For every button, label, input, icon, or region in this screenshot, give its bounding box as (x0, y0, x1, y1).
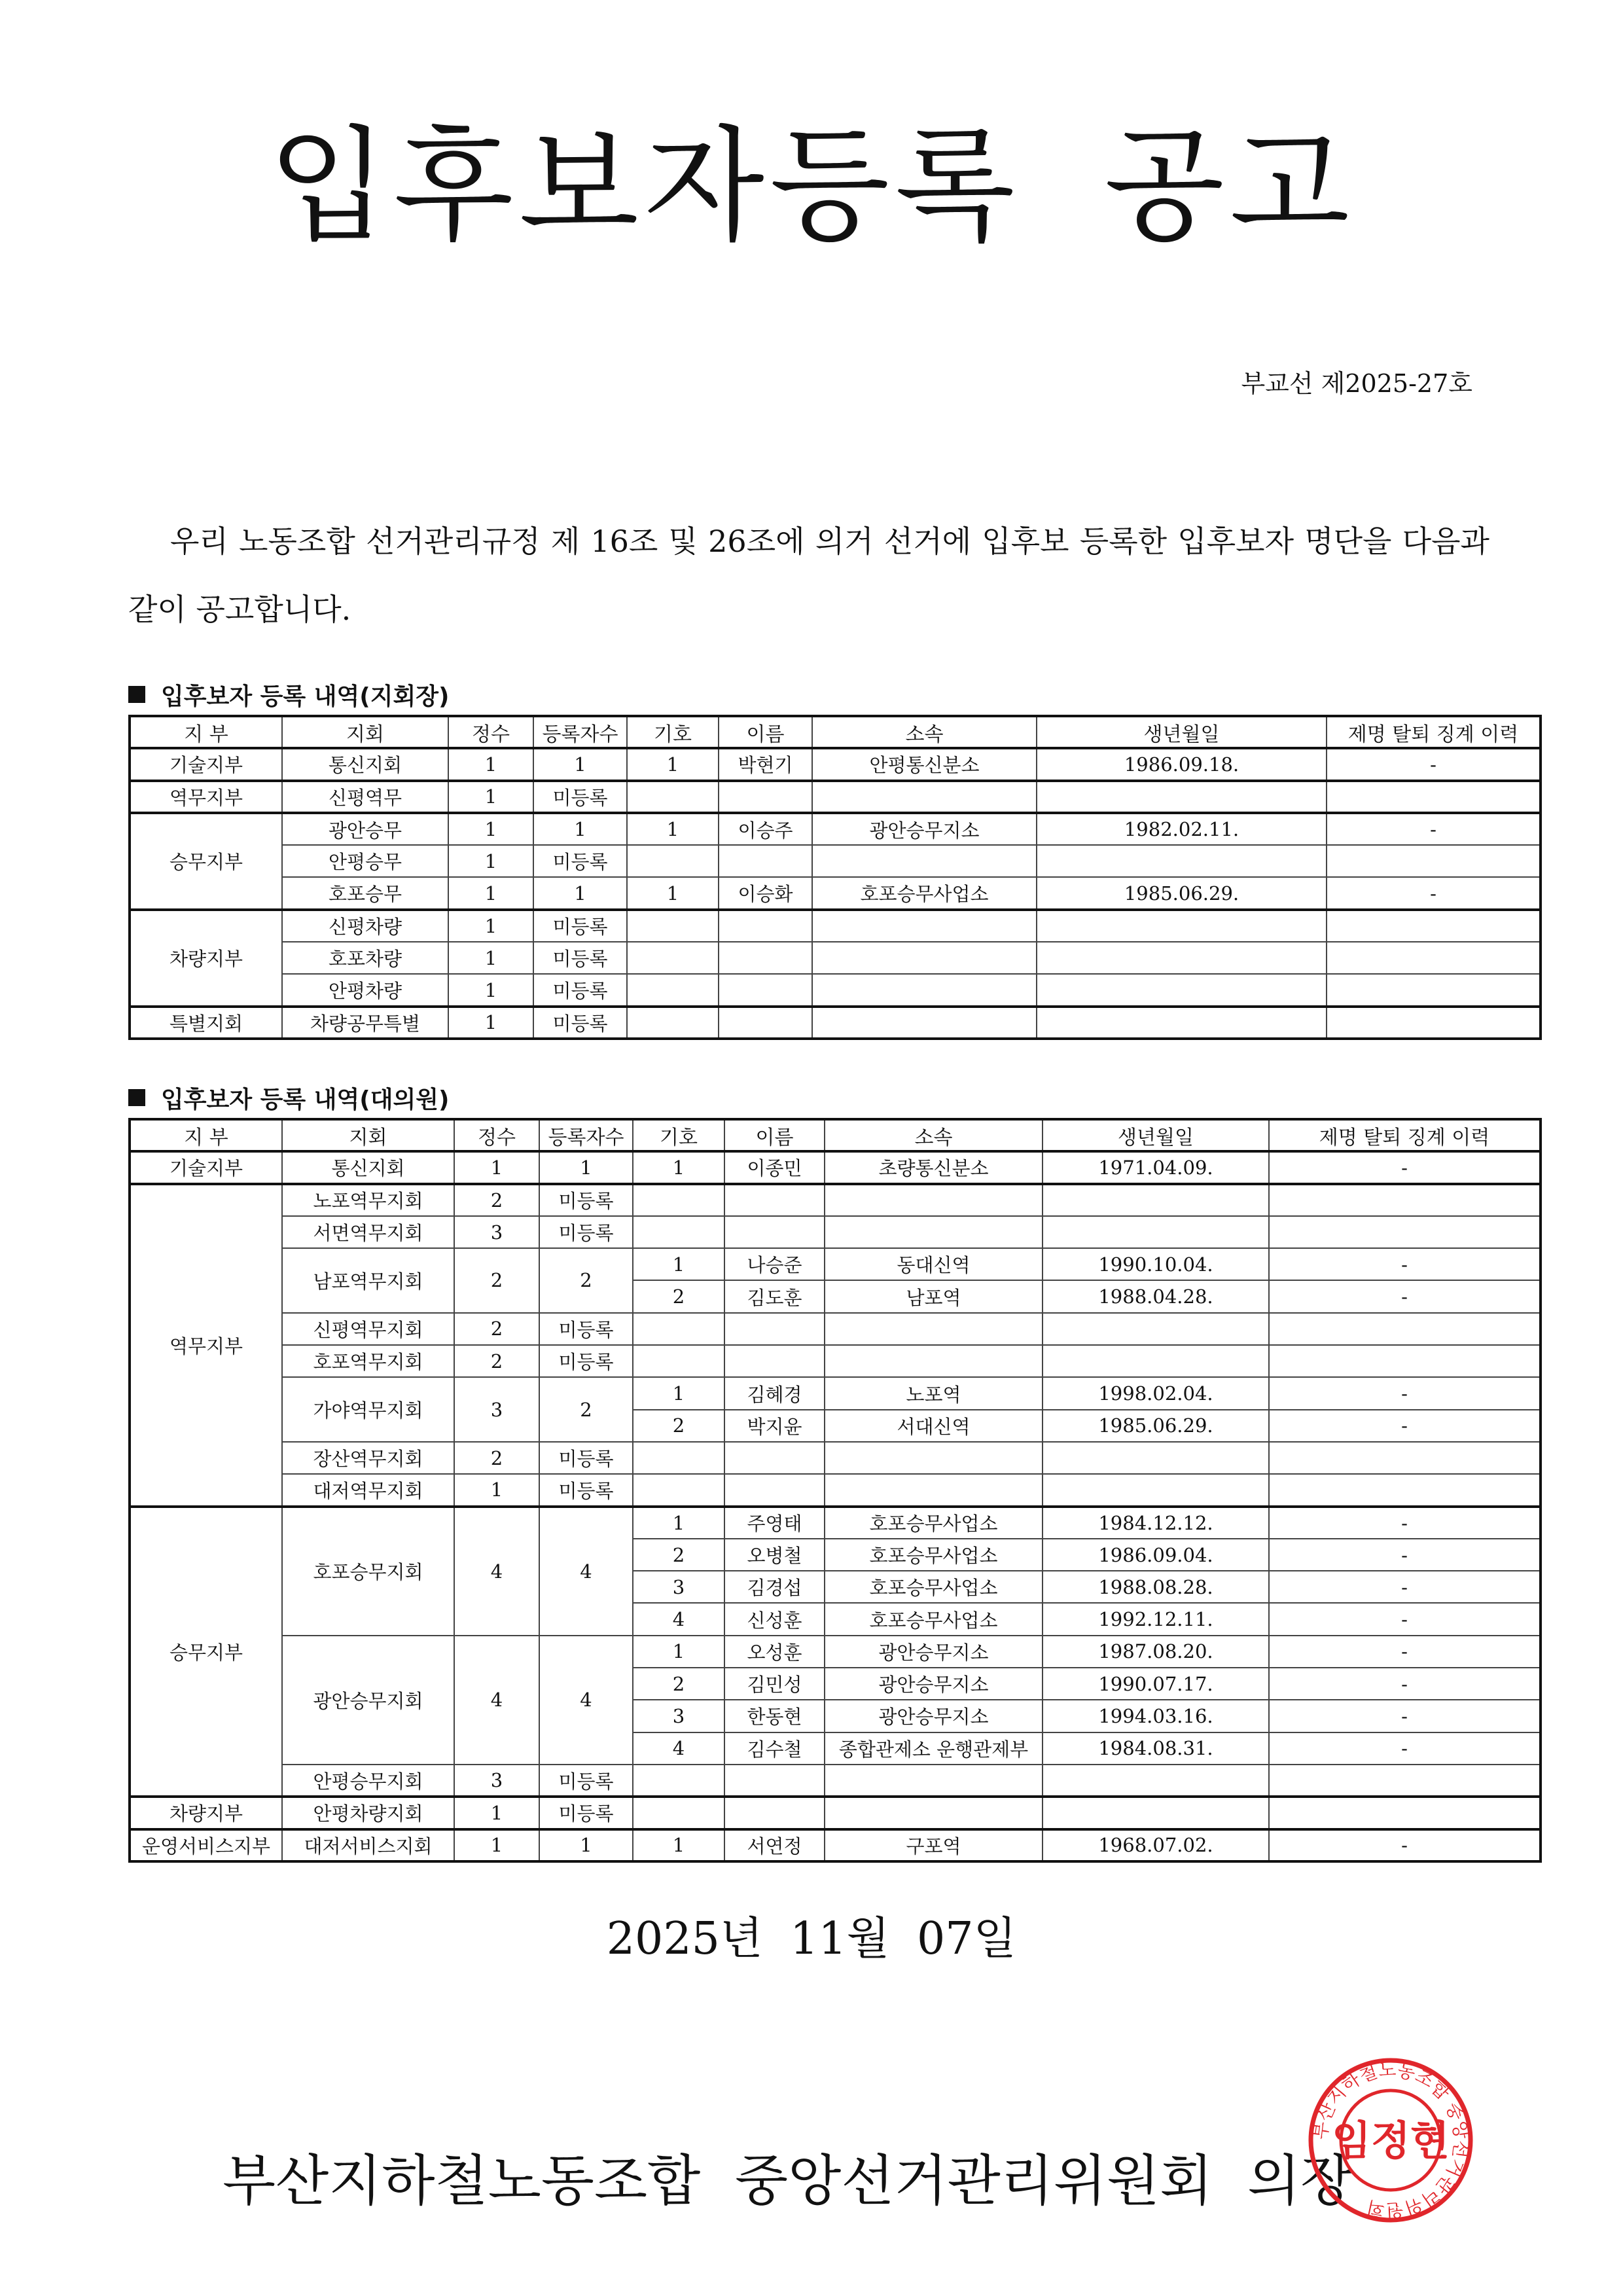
table-row (130, 1007, 1541, 1039)
cell-quota: 1 (448, 748, 533, 780)
cell-record (1269, 1184, 1541, 1216)
header-number: 기호 (633, 1119, 724, 1151)
header-number: 기호 (627, 716, 719, 748)
cell-birth (1037, 781, 1327, 813)
cell-record: - (1327, 748, 1541, 780)
table-row (130, 1765, 1541, 1797)
cell-birth (1043, 1184, 1269, 1216)
header-registered: 등록자수 (533, 716, 627, 748)
cell-birth (1037, 942, 1327, 974)
cell-number: 1 (627, 877, 719, 909)
official-seal-stamp (1306, 2055, 1476, 2225)
cell-quota: 3 (454, 1216, 539, 1248)
intro-paragraph: 우리 노동조합 선거관리규정 제 16조 및 26조에 의거 선거에 입후보 등록한 입후보자 명단을 다음과 같이 공고합니다. (128, 524, 1489, 627)
cell-number: 1 (627, 813, 719, 845)
table-row (130, 1829, 1541, 1861)
cell-record (1327, 910, 1541, 942)
cell-name: 김경섭 (724, 1571, 825, 1603)
cell-number (633, 1184, 724, 1216)
table-row (130, 1507, 1541, 1539)
cell-name (719, 974, 812, 1006)
table-row (130, 813, 1541, 845)
header-record: 제명 탈퇴 징계 이력 (1327, 716, 1541, 748)
cell-quota: 1 (448, 845, 533, 877)
cell-registered: 미등록 (533, 781, 627, 813)
cell-record (1269, 1765, 1541, 1797)
cell-birth (1037, 1007, 1327, 1039)
cell-chapter: 가야역무지회 (282, 1377, 454, 1442)
cell-registered: 4 (539, 1636, 633, 1765)
cell-name: 김수철 (724, 1732, 825, 1765)
header-name: 이름 (724, 1119, 825, 1151)
cell-number: 4 (633, 1732, 724, 1765)
cell-birth: 1992.12.11. (1043, 1603, 1269, 1635)
cell-birth: 1987.08.20. (1043, 1636, 1269, 1668)
table-row (130, 1151, 1541, 1183)
cell-number: 1 (633, 1151, 724, 1183)
cell-number: 1 (633, 1248, 724, 1280)
cell-dept: 서대신역 (825, 1410, 1043, 1442)
cell-name: 한동현 (724, 1700, 825, 1732)
cell-number (627, 1007, 719, 1039)
cell-number: 1 (633, 1507, 724, 1539)
cell-chapter: 안평승무 (282, 845, 448, 877)
cell-name (724, 1474, 825, 1506)
table-row (130, 942, 1541, 974)
cell-name (719, 942, 812, 974)
section-title-delegate (128, 1081, 450, 1115)
cell-record (1327, 1007, 1541, 1039)
cell-number (633, 1797, 724, 1829)
cell-chapter: 안평차량지회 (282, 1797, 454, 1829)
cell-dept: 호포승무사업소 (812, 877, 1037, 909)
cell-number (627, 974, 719, 1006)
cell-quota: 2 (454, 1442, 539, 1474)
cell-chapter: 서면역무지회 (282, 1216, 454, 1248)
cell-dept: 종합관제소 운행관제부 (825, 1732, 1043, 1765)
table-row (130, 1184, 1541, 1216)
cell-birth (1037, 910, 1327, 942)
cell-dept: 노포역 (825, 1377, 1043, 1409)
cell-record (1269, 1474, 1541, 1506)
cell-birth (1043, 1345, 1269, 1377)
cell-name: 신성훈 (724, 1603, 825, 1635)
cell-dept: 호포승무사업소 (825, 1571, 1043, 1603)
cell-birth: 1968.07.02. (1043, 1829, 1269, 1861)
table-row (130, 1248, 1541, 1280)
cell-dept (812, 781, 1037, 813)
section-title-text: 입후보자 등록 내역(대의원) (161, 1086, 450, 1113)
cell-quota: 3 (454, 1377, 539, 1442)
cell-branch: 승무지부 (130, 1507, 282, 1797)
cell-record (1269, 1313, 1541, 1345)
cell-chapter: 노포역무지회 (282, 1184, 454, 1216)
cell-name (724, 1442, 825, 1474)
cell-branch: 차량지부 (130, 1797, 282, 1829)
cell-record: - (1269, 1280, 1541, 1312)
cell-chapter: 신평차량 (282, 910, 448, 942)
cell-number: 2 (633, 1410, 724, 1442)
cell-number: 1 (633, 1829, 724, 1861)
cell-dept (825, 1765, 1043, 1797)
cell-number (627, 845, 719, 877)
cell-birth: 1998.02.04. (1043, 1377, 1269, 1409)
cell-name: 나승준 (724, 1248, 825, 1280)
cell-chapter: 안평차량 (282, 974, 448, 1006)
cell-dept (825, 1216, 1043, 1248)
table-row (130, 781, 1541, 813)
table-row (130, 1377, 1541, 1409)
cell-chapter: 신평역무 (282, 781, 448, 813)
cell-record: - (1269, 1539, 1541, 1571)
table-row (130, 1216, 1541, 1248)
page-title: 입후보자등록 공고 (268, 114, 1355, 259)
cell-name (719, 910, 812, 942)
cell-birth (1037, 845, 1327, 877)
cell-number: 3 (633, 1700, 724, 1732)
cell-birth (1043, 1313, 1269, 1345)
cell-chapter: 호포차량 (282, 942, 448, 974)
cell-branch: 역무지부 (130, 781, 282, 813)
cell-record (1269, 1345, 1541, 1377)
cell-dept: 안평통신분소 (812, 748, 1037, 780)
cell-record: - (1327, 877, 1541, 909)
cell-chapter: 대저서비스지회 (282, 1829, 454, 1861)
cell-number (633, 1474, 724, 1506)
cell-record (1327, 845, 1541, 877)
cell-quota: 1 (448, 781, 533, 813)
header-quota: 정수 (448, 716, 533, 748)
cell-dept (825, 1474, 1043, 1506)
square-bullet-icon (128, 1089, 145, 1106)
cell-number: 3 (633, 1571, 724, 1603)
cell-registered: 미등록 (539, 1765, 633, 1797)
cell-birth: 1982.02.11. (1037, 813, 1327, 845)
cell-record: - (1269, 1636, 1541, 1668)
cell-record (1327, 781, 1541, 813)
cell-registered: 미등록 (533, 1007, 627, 1039)
cell-name: 김민성 (724, 1668, 825, 1700)
cell-dept: 호포승무사업소 (825, 1539, 1043, 1571)
table-row (130, 1474, 1541, 1506)
cell-quota: 4 (454, 1636, 539, 1765)
header-quota: 정수 (454, 1119, 539, 1151)
cell-chapter: 호포승무 (282, 877, 448, 909)
cell-chapter: 장산역무지회 (282, 1442, 454, 1474)
table-row (130, 1442, 1541, 1474)
cell-record (1327, 942, 1541, 974)
cell-number (633, 1313, 724, 1345)
cell-name: 이승주 (719, 813, 812, 845)
cell-quota: 1 (448, 813, 533, 845)
cell-registered: 2 (539, 1377, 633, 1442)
cell-registered: 미등록 (539, 1442, 633, 1474)
cell-chapter: 대저역무지회 (282, 1474, 454, 1506)
cell-quota: 4 (454, 1507, 539, 1636)
cell-dept (825, 1313, 1043, 1345)
header-birth: 생년월일 (1037, 716, 1327, 748)
cell-registered: 1 (533, 877, 627, 909)
section-title-chapter-head (128, 678, 450, 711)
cell-branch: 승무지부 (130, 813, 282, 910)
cell-name: 김혜경 (724, 1377, 825, 1409)
cell-birth: 1986.09.04. (1043, 1539, 1269, 1571)
cell-quota: 1 (454, 1829, 539, 1861)
cell-number: 2 (633, 1280, 724, 1312)
cell-dept (825, 1345, 1043, 1377)
cell-record: - (1269, 1507, 1541, 1539)
header-registered: 등록자수 (539, 1119, 633, 1151)
cell-number: 1 (633, 1636, 724, 1668)
cell-quota: 1 (454, 1151, 539, 1183)
header-birth: 생년월일 (1043, 1119, 1269, 1151)
cell-chapter: 통신지회 (282, 1151, 454, 1183)
cell-registered: 1 (533, 748, 627, 780)
cell-name (719, 1007, 812, 1039)
header-dept: 소속 (825, 1119, 1043, 1151)
table-row (130, 974, 1541, 1006)
cell-dept: 동대신역 (825, 1248, 1043, 1280)
cell-name: 오병철 (724, 1539, 825, 1571)
cell-quota: 2 (454, 1184, 539, 1216)
document-number: 부교선 제2025-27호 (1241, 369, 1472, 398)
cell-quota: 1 (448, 974, 533, 1006)
cell-registered: 2 (539, 1248, 633, 1313)
cell-birth: 1988.04.28. (1043, 1280, 1269, 1312)
cell-record: - (1269, 1571, 1541, 1603)
header-branch: 지 부 (130, 716, 282, 748)
cell-branch: 기술지부 (130, 748, 282, 780)
cell-birth: 1988.08.28. (1043, 1571, 1269, 1603)
cell-birth: 1984.08.31. (1043, 1732, 1269, 1765)
cell-registered: 미등록 (533, 974, 627, 1006)
header-dept: 소속 (812, 716, 1037, 748)
cell-record: - (1269, 1829, 1541, 1861)
cell-chapter: 남포역무지회 (282, 1248, 454, 1313)
cell-birth (1037, 974, 1327, 1006)
table-row (130, 845, 1541, 877)
header-branch: 지 부 (130, 1119, 282, 1151)
cell-record (1269, 1216, 1541, 1248)
cell-chapter: 차량공무특별 (282, 1007, 448, 1039)
delegate-table (128, 1118, 1542, 1863)
cell-record: - (1269, 1151, 1541, 1183)
cell-name: 박현기 (719, 748, 812, 780)
cell-name (724, 1345, 825, 1377)
cell-dept (812, 1007, 1037, 1039)
cell-registered: 미등록 (539, 1474, 633, 1506)
cell-name (724, 1797, 825, 1829)
cell-chapter: 신평역무지회 (282, 1313, 454, 1345)
cell-registered: 미등록 (539, 1184, 633, 1216)
cell-record: - (1269, 1732, 1541, 1765)
cell-name: 박지윤 (724, 1410, 825, 1442)
cell-record: - (1269, 1668, 1541, 1700)
cell-branch: 역무지부 (130, 1184, 282, 1507)
cell-registered: 미등록 (539, 1797, 633, 1829)
cell-name (719, 781, 812, 813)
cell-name (724, 1765, 825, 1797)
cell-birth (1043, 1216, 1269, 1248)
cell-chapter: 통신지회 (282, 748, 448, 780)
cell-birth: 1985.06.29. (1037, 877, 1327, 909)
cell-registered: 미등록 (539, 1216, 633, 1248)
table-row (130, 877, 1541, 909)
cell-name: 오성훈 (724, 1636, 825, 1668)
cell-name (724, 1184, 825, 1216)
cell-quota: 2 (454, 1313, 539, 1345)
table-row (130, 1797, 1541, 1829)
cell-branch: 차량지부 (130, 910, 282, 1007)
cell-number (633, 1216, 724, 1248)
cell-dept: 호포승무사업소 (825, 1603, 1043, 1635)
cell-dept (812, 910, 1037, 942)
cell-birth: 1984.12.12. (1043, 1507, 1269, 1539)
section-title-text: 입후보자 등록 내역(지회장) (161, 683, 450, 710)
cell-branch: 특별지회 (130, 1007, 282, 1039)
cell-name (724, 1313, 825, 1345)
cell-dept (825, 1442, 1043, 1474)
cell-number (627, 910, 719, 942)
cell-birth (1043, 1797, 1269, 1829)
seal-center-text: 임정현 (1332, 2117, 1450, 2164)
cell-name: 서연정 (724, 1829, 825, 1861)
cell-dept: 호포승무사업소 (825, 1507, 1043, 1539)
cell-registered: 1 (539, 1829, 633, 1861)
cell-birth (1043, 1765, 1269, 1797)
cell-number (633, 1765, 724, 1797)
cell-quota: 3 (454, 1765, 539, 1797)
cell-name: 김도훈 (724, 1280, 825, 1312)
cell-birth: 1994.03.16. (1043, 1700, 1269, 1732)
announcement-date: 2025년 11월 07일 (606, 1913, 1017, 1965)
cell-number (627, 942, 719, 974)
cell-registered: 미등록 (539, 1313, 633, 1345)
header-chapter: 지회 (282, 1119, 454, 1151)
cell-chapter: 안평승무지회 (282, 1765, 454, 1797)
cell-quota: 1 (448, 1007, 533, 1039)
cell-quota: 2 (454, 1248, 539, 1313)
cell-branch: 기술지부 (130, 1151, 282, 1183)
cell-birth: 1985.06.29. (1043, 1410, 1269, 1442)
cell-number: 1 (627, 748, 719, 780)
cell-dept (812, 974, 1037, 1006)
cell-chapter: 광안승무지회 (282, 1636, 454, 1765)
chapter-head-table (128, 715, 1542, 1040)
cell-chapter: 광안승무 (282, 813, 448, 845)
cell-registered: 1 (533, 813, 627, 845)
cell-birth: 1986.09.18. (1037, 748, 1327, 780)
cell-dept (825, 1797, 1043, 1829)
cell-birth (1043, 1442, 1269, 1474)
cell-dept: 광안승무지소 (812, 813, 1037, 845)
table-row (130, 1345, 1541, 1377)
cell-registered: 1 (539, 1151, 633, 1183)
cell-dept: 구포역 (825, 1829, 1043, 1861)
cell-record: - (1327, 813, 1541, 845)
cell-quota: 1 (448, 877, 533, 909)
cell-record (1269, 1797, 1541, 1829)
cell-number: 2 (633, 1539, 724, 1571)
cell-dept: 초량통신분소 (825, 1151, 1043, 1183)
cell-registered: 4 (539, 1507, 633, 1636)
cell-record: - (1269, 1377, 1541, 1409)
cell-number: 1 (633, 1377, 724, 1409)
cell-registered: 미등록 (533, 845, 627, 877)
cell-birth: 1971.04.09. (1043, 1151, 1269, 1183)
cell-birth: 1990.07.17. (1043, 1668, 1269, 1700)
cell-name: 이종민 (724, 1151, 825, 1183)
cell-birth (1043, 1474, 1269, 1506)
cell-quota: 1 (448, 910, 533, 942)
cell-name (724, 1216, 825, 1248)
cell-dept: 광안승무지소 (825, 1636, 1043, 1668)
cell-dept (825, 1184, 1043, 1216)
cell-number: 4 (633, 1603, 724, 1635)
table-row (130, 1636, 1541, 1668)
cell-branch: 운영서비스지부 (130, 1829, 282, 1861)
cell-record: - (1269, 1248, 1541, 1280)
cell-record: - (1269, 1603, 1541, 1635)
table-header-row (130, 716, 1541, 748)
cell-record (1327, 974, 1541, 1006)
cell-name (719, 845, 812, 877)
cell-number (627, 781, 719, 813)
table-header-row (130, 1119, 1541, 1151)
cell-registered: 미등록 (533, 910, 627, 942)
cell-registered: 미등록 (539, 1345, 633, 1377)
cell-birth: 1990.10.04. (1043, 1248, 1269, 1280)
cell-number (633, 1442, 724, 1474)
cell-dept: 남포역 (825, 1280, 1043, 1312)
square-bullet-icon (128, 686, 145, 703)
cell-record: - (1269, 1410, 1541, 1442)
cell-dept (812, 845, 1037, 877)
header-name: 이름 (719, 716, 812, 748)
cell-name: 이승화 (719, 877, 812, 909)
cell-name: 주영태 (724, 1507, 825, 1539)
cell-quota: 1 (454, 1474, 539, 1506)
cell-quota: 2 (454, 1345, 539, 1377)
signer-name: 부산지하철노동조합 중앙선거관리위원회 의장 (223, 2149, 1354, 2213)
cell-number (633, 1345, 724, 1377)
cell-registered: 미등록 (533, 942, 627, 974)
cell-quota: 1 (454, 1797, 539, 1829)
cell-chapter: 호포승무지회 (282, 1507, 454, 1636)
cell-quota: 1 (448, 942, 533, 974)
cell-number: 2 (633, 1668, 724, 1700)
table-row (130, 1313, 1541, 1345)
header-record: 제명 탈퇴 징계 이력 (1269, 1119, 1541, 1151)
cell-record (1269, 1442, 1541, 1474)
cell-chapter: 호포역무지회 (282, 1345, 454, 1377)
cell-dept (812, 942, 1037, 974)
cell-dept: 광안승무지소 (825, 1700, 1043, 1732)
seal-ring-text: 부산지하철노동조합 중앙선거관리위원회 (1309, 2058, 1472, 2222)
table-row (130, 748, 1541, 780)
table-row (130, 910, 1541, 942)
header-chapter: 지회 (282, 716, 448, 748)
cell-record: - (1269, 1700, 1541, 1732)
cell-dept: 광안승무지소 (825, 1668, 1043, 1700)
